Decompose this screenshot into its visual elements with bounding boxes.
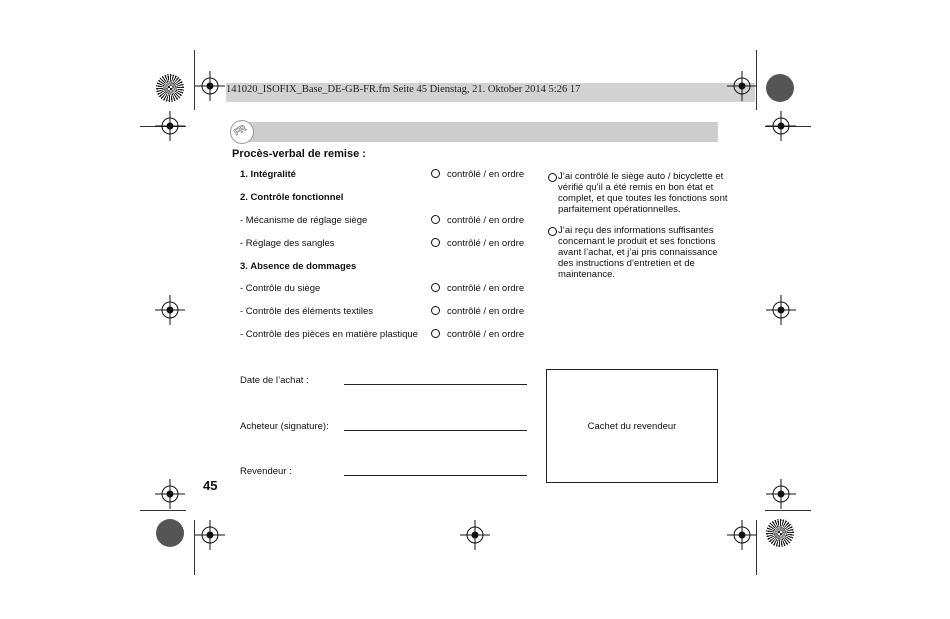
signature-label: Acheteur (signature):	[240, 421, 329, 432]
crop-line	[765, 510, 811, 511]
checklist-label: - Réglage des sangles	[240, 238, 335, 249]
check-label: contrôlé / en ordre	[447, 238, 525, 249]
registration-mark-icon	[460, 520, 490, 550]
checklist-label: - Contrôle du siège	[240, 283, 321, 294]
registration-mark-icon	[155, 479, 185, 509]
dealer-signature-line[interactable]	[344, 475, 527, 476]
checklist-check	[431, 306, 524, 317]
checklist-check	[431, 329, 524, 340]
registration-mark-icon	[195, 520, 225, 550]
print-calibration-disc	[766, 74, 794, 102]
registration-mark-icon	[155, 295, 185, 325]
confirmation-note	[548, 225, 728, 280]
signature-label: Date de l’achat :	[240, 375, 309, 386]
date-signature-line[interactable]	[344, 384, 527, 385]
check-label: contrôlé / en ordre	[447, 283, 525, 294]
registration-mark-icon	[195, 71, 225, 101]
checklist-label: - Contrôle des pièces en matière plastique	[240, 329, 418, 340]
language-badge	[230, 120, 254, 144]
registration-mark-icon	[727, 520, 757, 550]
check-circle-icon[interactable]	[431, 306, 440, 315]
check-circle-icon[interactable]	[431, 329, 440, 338]
stamp-label: Cachet du revendeur	[587, 421, 677, 432]
checklist-label: 1. Intégralité	[240, 169, 296, 180]
check-circle-icon[interactable]	[431, 283, 440, 292]
checklist-label: - Mécanisme de réglage siège	[240, 215, 368, 226]
checklist-check	[431, 283, 524, 294]
registration-mark-icon	[155, 111, 185, 141]
check-circle-icon[interactable]	[548, 227, 557, 236]
check-label: contrôlé / en ordre	[447, 329, 525, 340]
signature-label: Revendeur :	[240, 466, 292, 477]
print-calibration-disc	[766, 519, 794, 547]
check-label: contrôlé / en ordre	[447, 169, 525, 180]
crop-line	[140, 510, 186, 511]
checklist-label: 3. Absence de dommages	[240, 261, 357, 272]
registration-mark-icon	[766, 111, 796, 141]
check-label: contrôlé / en ordre	[447, 215, 525, 226]
checklist-label: 2. Contrôle fonctionnel	[240, 192, 344, 203]
print-calibration-disc	[156, 74, 184, 102]
print-header-text: 141020_ISOFIX_Base_DE-GB-FR.fm Seite 45 Dienstag, 21. Oktober 2014 5:26 17	[226, 84, 581, 95]
check-circle-icon[interactable]	[431, 215, 440, 224]
dealer-stamp-box[interactable]	[546, 369, 718, 483]
note-text: J’ai contrôlé le siège auto / bicyclette et vérifié qu’il a été remis en bon état et complet, et que toutes les fonctions sont parfaitement opérationnelles.	[558, 171, 728, 215]
checklist-check	[431, 215, 524, 226]
language-code: FR	[232, 122, 248, 138]
checklist-label: - Contrôle des éléments textiles	[240, 306, 374, 317]
page-number: 45	[203, 478, 218, 493]
note-text: J’ai reçu des informations suffisantes concernant le produit et ses fonctions avant l’achat, et j’ai pris connaissance des instructions d’entretien et de maintenance.	[558, 225, 718, 280]
check-circle-icon[interactable]	[431, 238, 440, 247]
page-title: Procès-verbal de remise :	[232, 148, 366, 160]
registration-mark-icon	[766, 295, 796, 325]
check-label: contrôlé / en ordre	[447, 306, 525, 317]
registration-mark-icon	[727, 71, 757, 101]
buyer-signature-line[interactable]	[344, 430, 527, 431]
registration-mark-icon	[766, 479, 796, 509]
print-calibration-disc	[156, 519, 184, 547]
check-circle-icon[interactable]	[548, 173, 557, 182]
checklist-check	[431, 238, 524, 249]
checklist-check	[431, 169, 524, 180]
confirmation-note	[548, 171, 728, 215]
check-circle-icon[interactable]	[431, 169, 440, 178]
language-bar	[241, 122, 718, 142]
